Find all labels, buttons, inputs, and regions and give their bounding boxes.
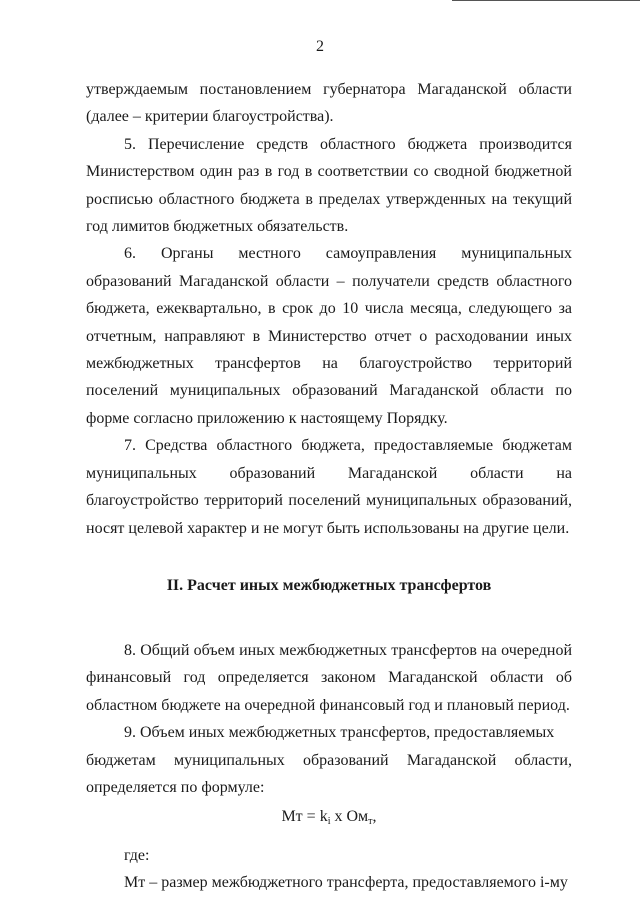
document-body — [86, 76, 572, 897]
paragraph-5: 5. Перечисление средств областного бюджета производится Министерством один раз в год в соответствии со сводной бюджетной росписью областного бюджета в пределах утвержденных на текущий год лимитов бюджетных обязательств. — [86, 135, 572, 236]
paragraph-6: 6. Органы местного самоуправления муниципальных образований Магаданской области – получатели средств областного бюджета, ежеквартально, в срок до 10 числа месяца, следующего за отчетным, направляют в Министерство отчет о расходовании иных межбюджетных трансфертов на благоустройство территорий поселений муниципальных образований Магаданской области по форме согласно приложению к настоящему Порядку. — [86, 245, 572, 427]
paragraph-9 — [86, 719, 572, 801]
formula-tail: , — [372, 808, 377, 826]
formula-subscript-t: т — [368, 816, 373, 828]
word: бюджетам — [86, 751, 156, 769]
word: образований — [303, 751, 389, 769]
page-number: 2 — [316, 38, 324, 55]
paragraph-7: 7. Средства областного бюджета, предоставляемые бюджетам муниципальных образований Магаданской области на благоустройство территорий поселений муниципальных образований, носят целевой характер и не могут быть использованы на другие цели. — [86, 437, 572, 537]
word: области, — [514, 751, 572, 769]
paragraph-9-line-1: 9. Объем иных межбюджетных трансфертов, предоставляемых — [124, 724, 555, 742]
formula-subscript-i: i — [327, 816, 331, 828]
where-label: где: — [124, 846, 150, 864]
formula-mid: х Ом — [330, 808, 369, 826]
formula — [86, 803, 572, 835]
paragraph-continuation: утверждаемым постановлением губернатора Магаданской области (далее – критерии благоустройства). — [86, 81, 572, 126]
formula-lhs: Мт = k — [281, 808, 328, 826]
paragraph-9-line-3: определяется по формуле: — [86, 778, 265, 796]
section-heading: II. Расчет иных межбюджетных трансфертов — [166, 576, 492, 594]
paragraph-8: 8. Общий объем иных межбюджетных трансфертов на очередной финансовый год определяется законом Магаданской области об областном бюджете на очередной финансовый год и плановый период. — [86, 641, 572, 714]
definition-mt: Мт – размер межбюджетного трансферта, предоставляемого i-му — [124, 874, 568, 892]
top-rule — [452, 0, 640, 1]
word: Магаданской — [406, 751, 497, 769]
word: муниципальных — [174, 751, 285, 769]
paragraph-9-line-2 — [86, 747, 572, 774]
